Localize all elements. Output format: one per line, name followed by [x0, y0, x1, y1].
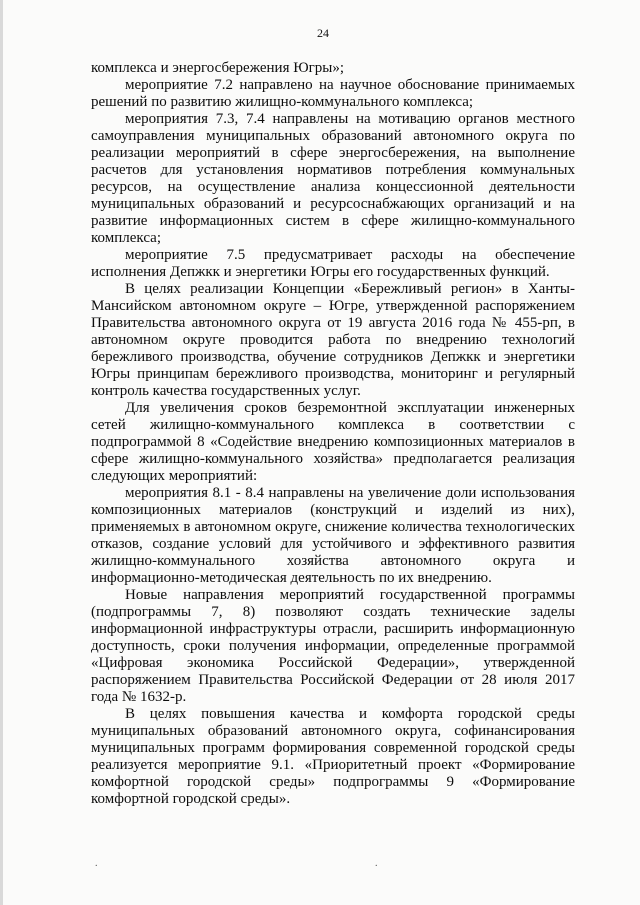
- paragraph-subprogram-8: Для увеличения сроков безремонтной эксплуатации инженерных сетей жилищно-коммунального комплекса в соответствии с подпрограммой 8 «Содействие внедрению композиционных материалов в сфере жилищно-коммунального хозяйства» предполагается реализация следующих мероприятий:: [91, 400, 575, 484]
- paragraph-measure-7-5: мероприятие 7.5 предусматривает расходы на обеспечение исполнения Депжкк и энергетики Югры его государственных функций.: [91, 247, 575, 280]
- paragraph-lean-region: В целях реализации Концепции «Бережливый регион» в Ханты-Мансийском автономном округе – Югре, утвержденной распоряжением Правительства автономного округа от 19 августа 2016 года № 455-рп, в автономном округе проводится работа по внедрению технологий бережливого производства, обучение сотрудников Депжкк и энергетики Югры принципам бережливого производства, мониторинг и регулярный контроль качества государственных услуг.: [91, 281, 575, 399]
- scan-speck: .: [95, 858, 98, 869]
- scan-speck: .: [375, 858, 378, 869]
- paragraph-new-directions: Новые направления мероприятий государственной программы (подпрограммы 7, 8) позволяют создать технические заделы информационной инфраструктуры отрасли, расширить информационную доступность, сроки получения информации, определенные программой «Цифровая экономика Российской Федерации», утвержденной распоряжением Правительства Российской Федерации от 28 июля 2017 года № 1632-р.: [91, 587, 575, 705]
- document-body: [91, 60, 575, 808]
- paragraph-measures-8-1-8-4: мероприятия 8.1 - 8.4 направлены на увеличение доли использования композиционных материалов (конструкций и изделий из них), применяемых в автономном округе, снижение количества технологических отказов, создание условий для устойчивого и эффективного развития жилищно-коммунального хозяйства автономного округа и информационно-методическая деятельность по их внедрению.: [91, 485, 575, 586]
- paragraph-measures-7-3-7-4: мероприятия 7.3, 7.4 направлены на мотивацию органов местного самоуправления муниципальных образований автономного округа по реализации мероприятий в сфере энергосбережения, на выполнение расчетов для установления нормативов потребления коммунальных ресурсов, на осуществление анализа концессионной деятельности муниципальных образований и ресурсоснабжающих организаций и на развитие информационных систем в сфере жилищно-коммунального комплекса;: [91, 111, 575, 246]
- paragraph-urban-environment: В целях повышения качества и комфорта городской среды муниципальных образований автономного округа, софинансирования муниципальных программ формирования современной городской среды реализуется мероприятие 9.1. «Приоритетный проект «Формирование комфортной городской среды» подпрограммы 9 «Формирование комфортной городской среды».: [91, 706, 575, 807]
- paragraph-continuation: комплекса и энергосбережения Югры»;: [91, 60, 345, 76]
- page-number: 24: [317, 26, 329, 40]
- paragraph-measure-7-2: мероприятие 7.2 направлено на научное обоснование принимаемых решений по развитию жилищно-коммунального комплекса;: [91, 77, 575, 110]
